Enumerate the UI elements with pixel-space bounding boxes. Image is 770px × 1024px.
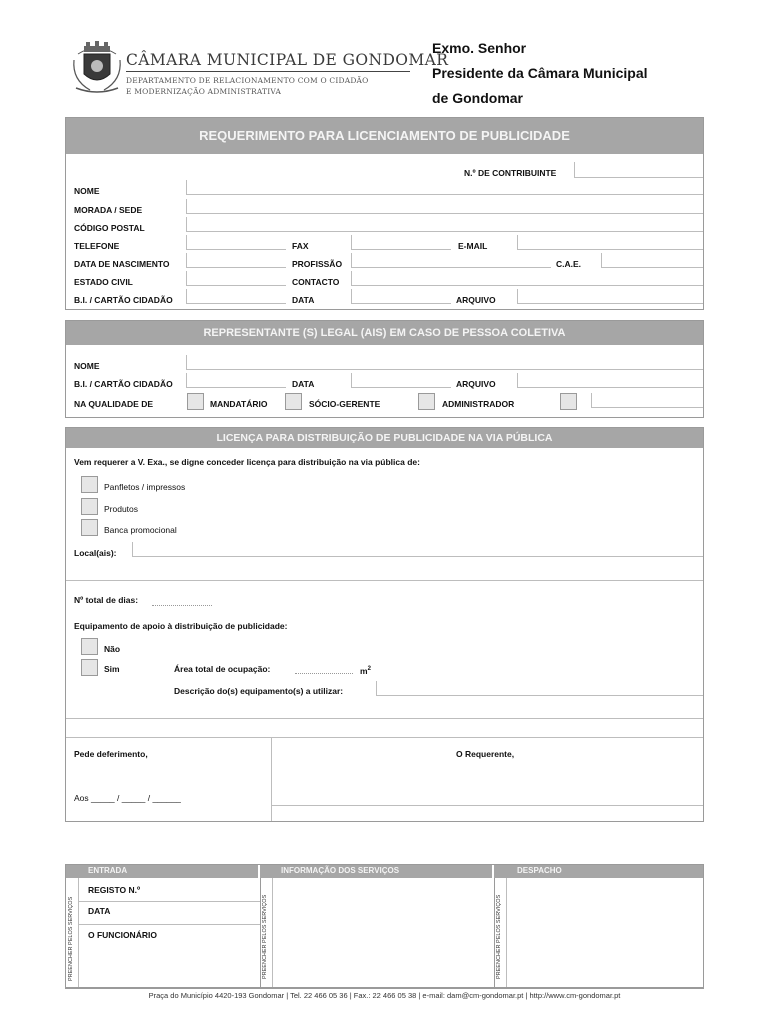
addressee-line-1: Exmo. Senhor	[432, 40, 527, 56]
rep-data-field[interactable]	[351, 373, 451, 388]
cae-label: C.A.E.	[556, 259, 582, 269]
rep-arquivo-field[interactable]	[517, 373, 703, 388]
estado-civil-label: ESTADO CIVIL	[74, 277, 133, 287]
representative-section	[65, 320, 704, 418]
other-quality-field[interactable]	[591, 393, 703, 408]
sim-label: Sim	[104, 664, 120, 674]
produtos-label: Produtos	[104, 504, 139, 514]
area-label: Área total de ocupação:	[174, 664, 271, 674]
telefone-label: TELEFONE	[74, 241, 120, 251]
registo-line	[78, 901, 260, 902]
qualidade-label: NA QUALIDADE DE	[74, 399, 154, 409]
nao-checkbox[interactable]	[81, 638, 98, 655]
contribuinte-label: N.º DE CONTRIBUINTE	[464, 168, 557, 178]
info-header: INFORMAÇÃO DOS SERVIÇOS	[281, 866, 400, 875]
email-label: E-MAIL	[458, 241, 488, 251]
applicant-section-title: REQUERIMENTO PARA LICENCIAMENTO DE PUBLICIDADE	[66, 118, 703, 154]
bi-label: B.I. / CARTÃO CIDADÃO	[74, 295, 173, 305]
equipamento-label: Equipamento de apoio à distribuição de publicidade:	[74, 621, 288, 631]
contribuinte-field[interactable]	[574, 162, 703, 178]
arquivo-field[interactable]	[517, 289, 703, 304]
arquivo-label: ARQUIVO	[456, 295, 496, 305]
license-section	[65, 427, 704, 822]
data-field[interactable]	[351, 289, 451, 304]
entrada-header: ENTRADA	[88, 866, 128, 875]
contacto-field[interactable]	[351, 271, 703, 286]
entrada-data-label: DATA	[88, 906, 111, 916]
profissao-field[interactable]	[351, 253, 551, 268]
m2-unit: $m^2$	[360, 665, 371, 676]
cae-field[interactable]	[601, 253, 703, 268]
panfletos-label: Panfletos / impressos	[104, 482, 186, 492]
col-divider-4	[494, 878, 495, 987]
signature-divider	[271, 737, 272, 821]
header-divider-2	[492, 865, 494, 878]
requerente-label: O Requerente,	[456, 749, 515, 759]
banca-label: Banca promocional	[104, 525, 177, 535]
fax-field[interactable]	[351, 235, 451, 250]
administrador-checkbox[interactable]	[418, 393, 435, 410]
license-intro: Vem requerer a V. Exa., se digne conceder licença para distribuição na via pública de:	[74, 457, 420, 467]
dias-label: Nº total de dias:	[74, 595, 139, 605]
col-divider-2	[260, 878, 261, 987]
pede-deferimento: Pede deferimento,	[74, 749, 148, 759]
col-divider-3	[272, 878, 273, 987]
date-signed: Aos _____ / _____ / ______	[74, 793, 181, 803]
signature-top-line	[66, 737, 703, 738]
local-extra-line	[66, 580, 703, 581]
nome-label: NOME	[74, 186, 100, 196]
descricao-label: Descrição do(s) equipamento(s) a utilizar:	[174, 686, 344, 696]
col-divider-5	[506, 878, 507, 987]
descricao-field[interactable]	[376, 681, 703, 696]
org-divider	[126, 71, 410, 72]
coat-of-arms-logo	[70, 40, 124, 96]
administrador-label: ADMINISTRADOR	[442, 399, 515, 409]
dept-line-1: DEPARTAMENTO DE RELACIONAMENTO COM O CIDADÃO	[126, 76, 369, 85]
bi-field[interactable]	[186, 289, 286, 304]
services-section	[65, 864, 704, 988]
mandatario-checkbox[interactable]	[187, 393, 204, 410]
email-field[interactable]	[517, 235, 703, 250]
nao-label: Não	[104, 644, 121, 654]
rep-nome-field[interactable]	[186, 355, 703, 370]
rep-bi-field[interactable]	[186, 373, 286, 388]
codigo-postal-field[interactable]	[186, 217, 703, 232]
area-field[interactable]	[295, 659, 353, 674]
rep-nome-label: NOME	[74, 361, 100, 371]
footer-contacts: Praça do Município 4420-193 Gondomar | Tel. 22 466 05 36 | Fax.: 22 466 05 38 | e-mail: dam@cm-gondomar.pt | http://www.cm-gondomar.pt	[148, 991, 621, 1000]
nome-field[interactable]	[186, 180, 703, 195]
banca-checkbox[interactable]	[81, 519, 98, 536]
codigo-postal-label: CÓDIGO POSTAL	[74, 223, 145, 233]
socio-gerente-label: SÓCIO-GERENTE	[309, 399, 381, 409]
contacto-label: CONTACTO	[292, 277, 340, 287]
socio-gerente-checkbox[interactable]	[285, 393, 302, 410]
panfletos-checkbox[interactable]	[81, 476, 98, 493]
local-label: Local(ais):	[74, 548, 117, 558]
registo-label: REGISTO N.º	[88, 885, 141, 895]
rep-bi-label: B.I. / CARTÃO CIDADÃO	[74, 379, 173, 389]
addressee-line-3: de Gondomar	[432, 90, 524, 106]
data-line	[78, 924, 260, 925]
footer-rule	[65, 988, 704, 989]
dept-line-2: E MODERNIZAÇÃO ADMINISTRATIVA	[126, 87, 282, 96]
despacho-header: DESPACHO	[517, 866, 562, 875]
other-quality-checkbox[interactable]	[560, 393, 577, 410]
signature-line	[272, 805, 703, 806]
produtos-checkbox[interactable]	[81, 498, 98, 515]
data-nascimento-label: DATA DE NASCIMENTO	[74, 259, 170, 269]
sim-checkbox[interactable]	[81, 659, 98, 676]
rep-data-label: DATA	[292, 379, 315, 389]
fax-label: FAX	[292, 241, 309, 251]
header-divider-1	[258, 865, 260, 878]
license-section-title: LICENÇA PARA DISTRIBUIÇÃO DE PUBLICIDADE NA VIA PÚBLICA	[66, 428, 703, 448]
addressee-line-2: Presidente da Câmara Municipal	[432, 65, 648, 81]
estado-civil-field[interactable]	[186, 271, 286, 286]
dias-field[interactable]	[152, 591, 212, 606]
org-name: CÂMARA MUNICIPAL DE GONDOMAR	[126, 51, 449, 69]
rep-arquivo-label: ARQUIVO	[456, 379, 496, 389]
telefone-field[interactable]	[186, 235, 286, 250]
side-label-2: PREENCHER PELOS SERVIÇOS	[262, 894, 268, 979]
local-field[interactable]	[132, 542, 703, 557]
morada-label: MORADA / SEDE	[74, 205, 143, 215]
descricao-extra-line	[66, 718, 703, 719]
funcionario-label: O FUNCIONÁRIO	[88, 930, 157, 940]
profissao-label: PROFISSÃO	[292, 259, 343, 269]
data-label: DATA	[292, 295, 315, 305]
representative-section-title: REPRESENTANTE (S) LEGAL (AIS) EM CASO DE PESSOA COLETIVA	[66, 321, 703, 345]
data-nascimento-field[interactable]	[186, 253, 286, 268]
morada-field[interactable]	[186, 199, 703, 214]
side-label-1: PREENCHER PELOS SERVIÇOS	[68, 896, 74, 981]
col-divider-1	[78, 878, 79, 987]
mandatario-label: MANDATÁRIO	[210, 399, 268, 409]
side-label-3: PREENCHER PELOS SERVIÇOS	[496, 894, 502, 979]
applicant-section	[65, 117, 704, 310]
